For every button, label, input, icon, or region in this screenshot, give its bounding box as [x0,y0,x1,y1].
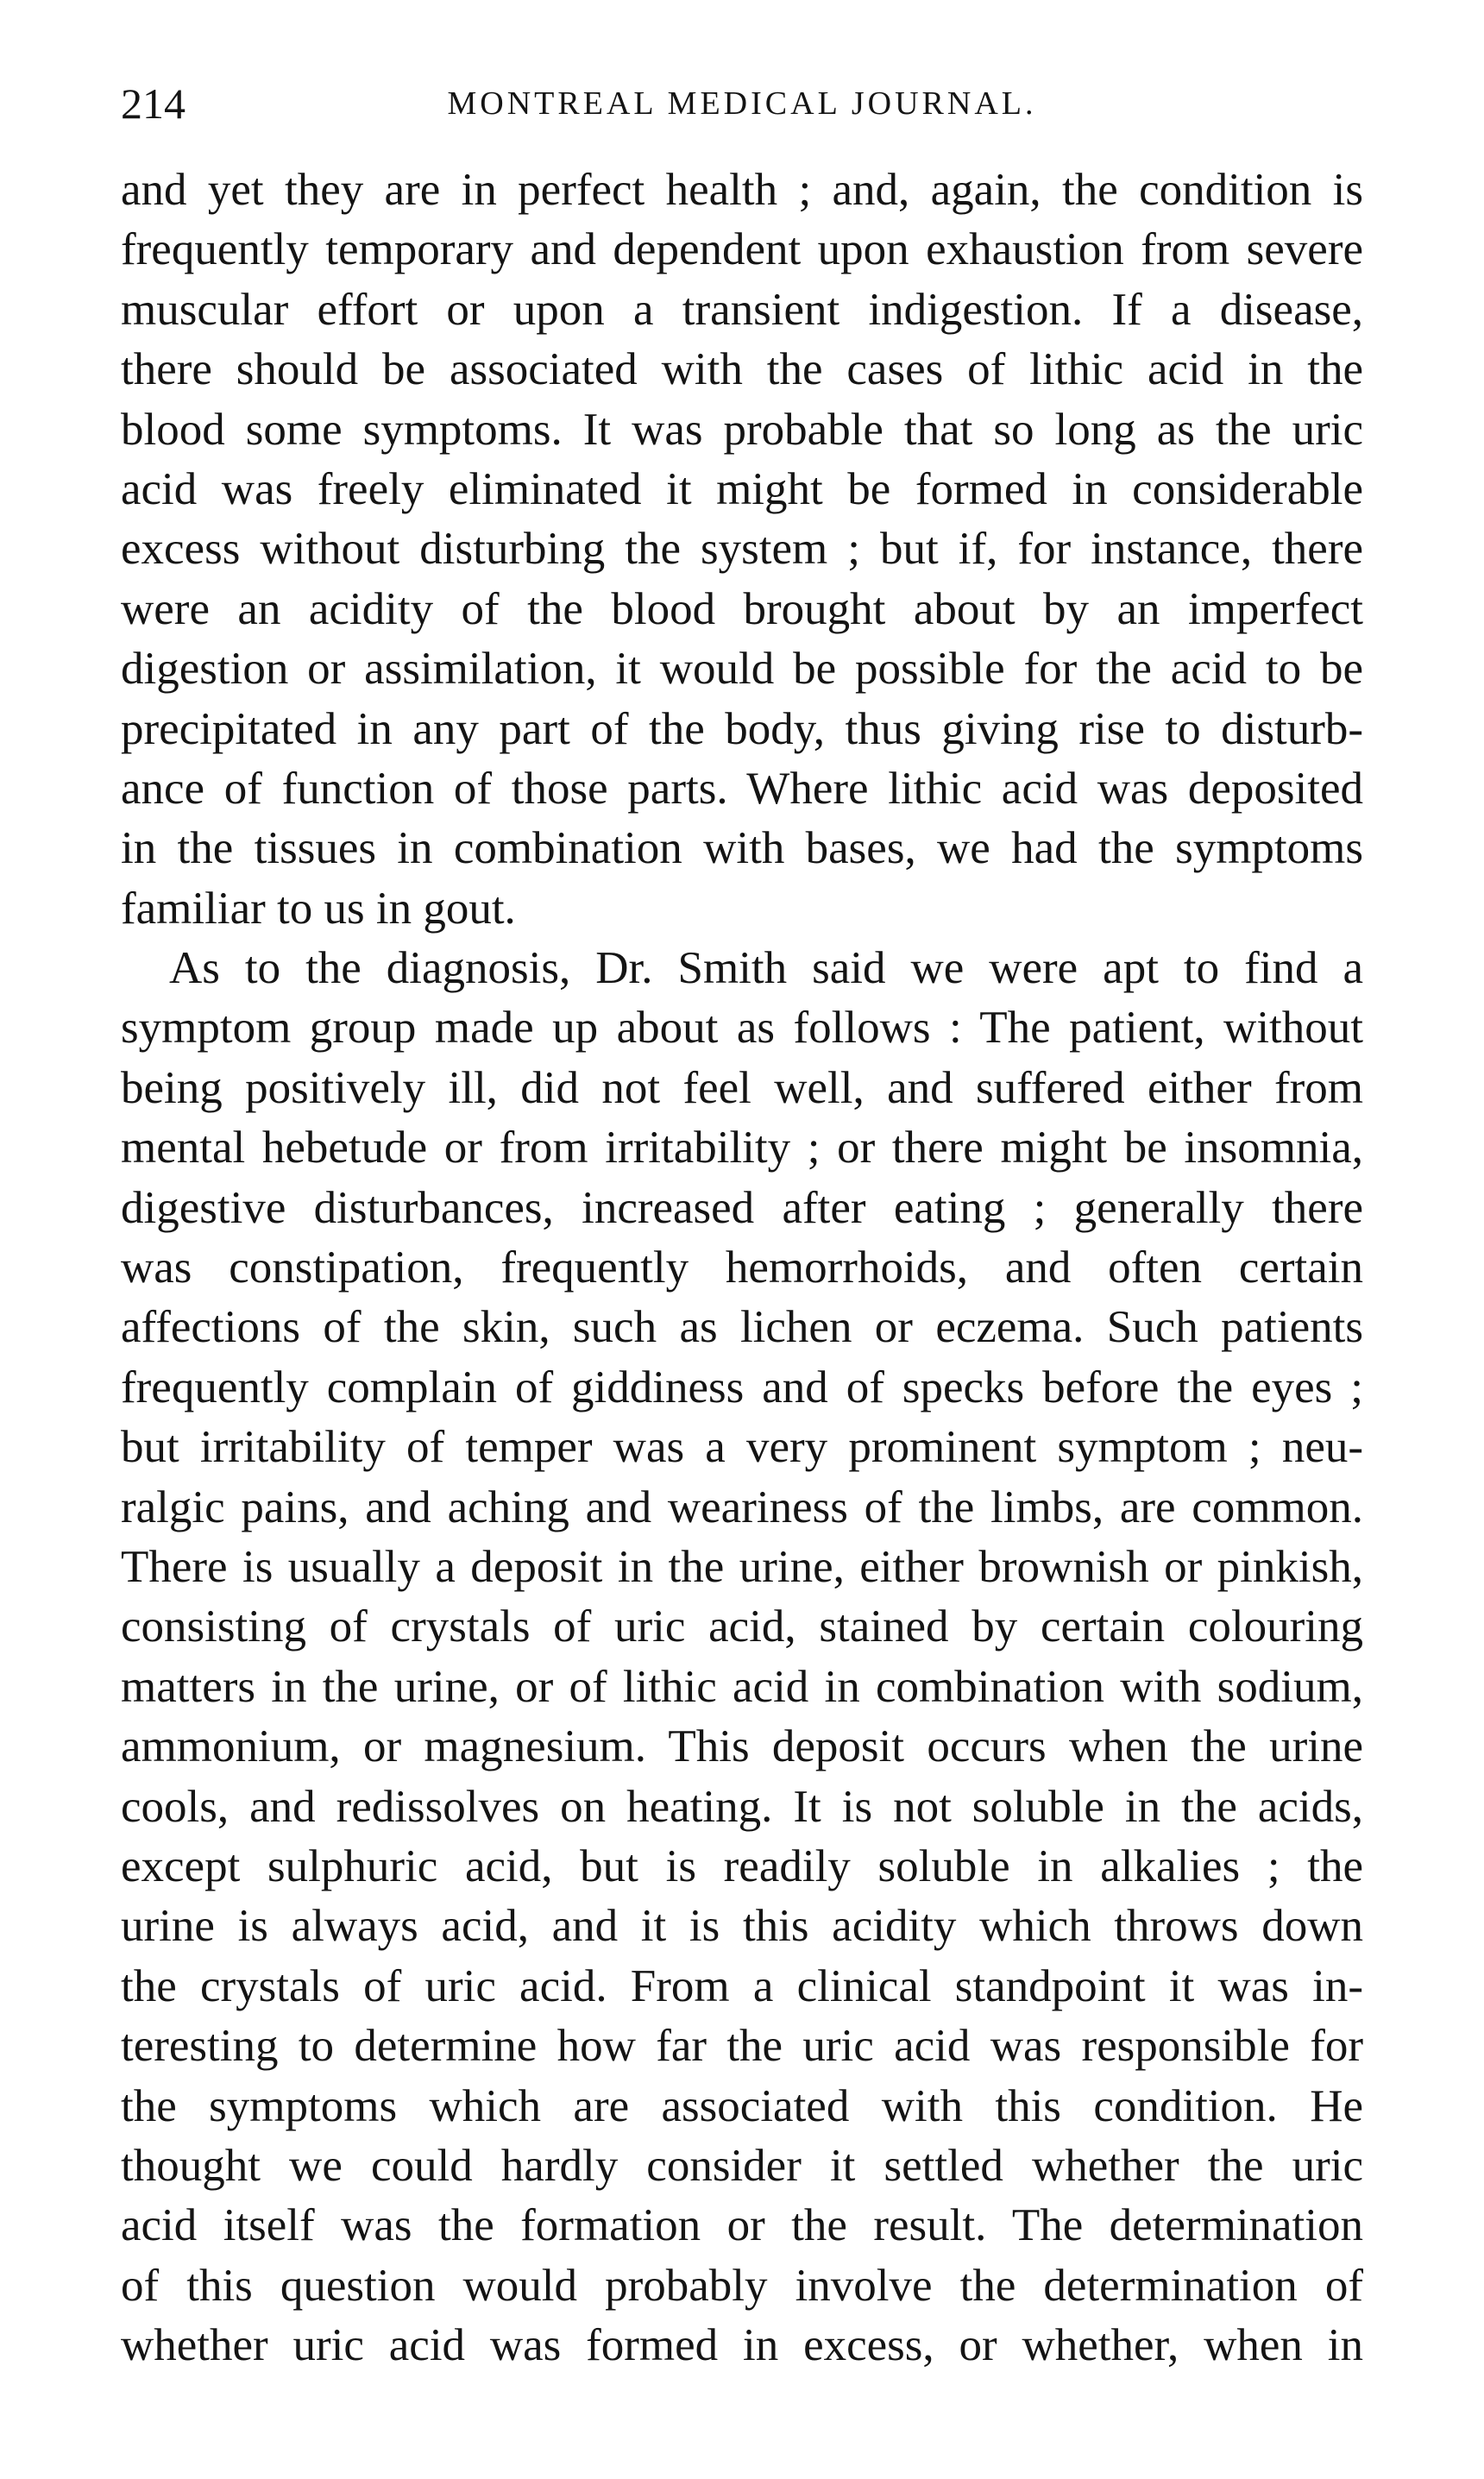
text-line: frequently complain of giddiness and of specks before the eyes ; [121,1362,1363,1413]
text-line: As to the diagnosis, Dr. Smith said we were apt to find a [169,943,1363,994]
text-line: acid was freely eliminated it might be formed in considerable [121,463,1363,514]
text-line: excess without disturbing the system ; but if, for instance, there [121,524,1363,575]
text-line: There is usually a deposit in the urine, either brownish or pinkish, [121,1541,1363,1592]
text-line: being positively ill, did not feel well, and suffered either from [121,1062,1363,1113]
text-line: were an acidity of the blood brought about by an imperfect [121,583,1363,634]
text-line: in the tissues in combination with bases, we had the symptoms [121,823,1363,874]
text-line: mental hebetude or from irritability ; or there might be insomnia, [121,1123,1363,1173]
text-line: ralgic pains, and aching and weariness of the limbs, are common. [121,1482,1363,1532]
text-line: blood some symptoms. It was probable that so long as the uric [121,404,1363,455]
text-line: precipitated in any part of the body, thus giving rise to disturb- [121,703,1363,754]
text-line: was constipation, frequently hemorrhoids, and often certain [121,1243,1363,1293]
text-line: ammonium, or magnesium. This deposit occurs when the urine [121,1721,1363,1772]
text-line: the symptoms which are associated with this condition. He [121,2080,1363,2131]
text-line: digestive disturbances, increased after eating ; generally there [121,1182,1363,1233]
text-line: affections of the skin, such as lichen or eczema. Such patients [121,1302,1363,1353]
text-line: cools, and redissolves on heating. It is not soluble in the acids, [121,1781,1363,1832]
text-line: familiar to us in gout. [121,883,516,934]
text-line: there should be associated with the cases of lithic acid in the [121,344,1363,395]
text-line: except sulphuric acid, but is readily soluble in alkalies ; the [121,1840,1363,1891]
text-line: but irritability of temper was a very prominent symptom ; neu- [121,1422,1363,1473]
text-line: acid itself was the formation or the result. The determination [121,2200,1363,2251]
body-text [121,160,1363,2375]
text-line: symptom group made up about as follows : The patient, without [121,1003,1363,1054]
text-line: consisting of crystals of uric acid, stained by certain colouring [121,1601,1363,1652]
running-head: MONTREAL MEDICAL JOURNAL. [447,85,1037,122]
text-line: teresting to determine how far the uric acid was responsible for [121,2021,1363,2072]
text-line: the crystals of uric acid. From a clinical standpoint it was in- [121,1960,1363,2011]
text-line: muscular effort or upon a transient indigestion. If a disease, [121,284,1363,335]
text-line: urine is always acid, and it is this acidity which throws down [121,1901,1363,1952]
page-number: 214 [121,79,186,128]
text-line: digestion or assimilation, it would be possible for the acid to be [121,644,1363,695]
text-line: thought we could hardly consider it settled whether the uric [121,2140,1363,2191]
text-line: whether uric acid was formed in excess, or whether, when in [121,2320,1363,2371]
text-line: of this question would probably involve the determination of [121,2260,1363,2311]
text-line: frequently temporary and dependent upon exhaustion from severe [121,224,1363,275]
text-line: ance of function of those parts. Where lithic acid was deposited [121,763,1363,814]
text-line: and yet they are in perfect health ; and, again, the condition is [121,165,1363,215]
page-header [121,78,1363,129]
text-line: matters in the urine, or of lithic acid in combination with sodium, [121,1661,1363,1712]
